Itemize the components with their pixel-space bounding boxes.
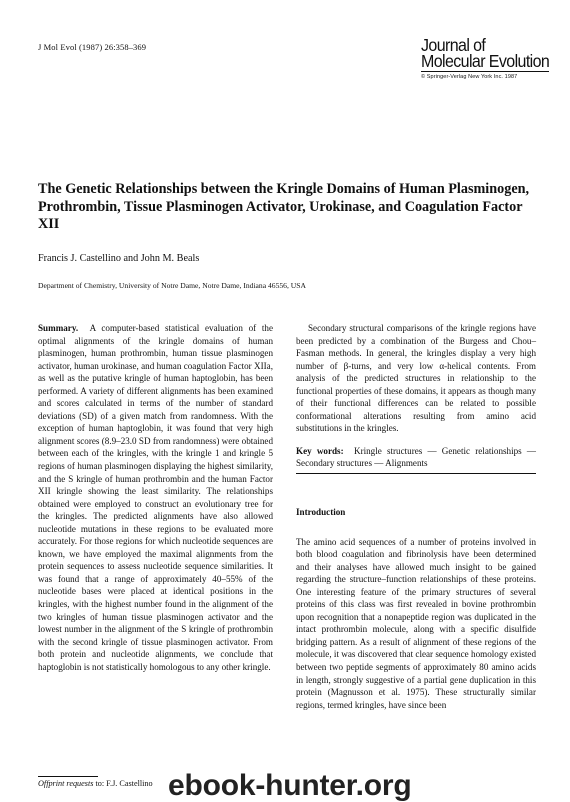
introduction-heading: Introduction <box>296 507 346 518</box>
keywords-divider <box>296 473 536 474</box>
keywords-paragraph <box>296 445 536 470</box>
article-title: The Genetic Relationships between the Kringle Domains of Human Plasminogen, Prothrombin, Tissue Plasminogen Activator, Urokinase, and Coagulation Factor XII <box>38 181 530 232</box>
author-affiliation: Department of Chemistry, University of Notre Dame, Notre Dame, Indiana 46556, USA <box>38 281 306 290</box>
summary-paragraph <box>38 322 273 673</box>
keywords-label: Key words: <box>296 445 344 456</box>
journal-name-line1: Journal of <box>421 36 486 56</box>
secondary-structure-paragraph: Secondary structural comparisons of the kringle regions have been predicted by a combination of the Burgess and Chou–Fasman methods. In general, the kringles display a very high number of β-turns, and very low α-helical contents. From analysis of the predicted structures in relationship to the functional properties of these domains, it appears as though many of their functional differences can be related to possible conformational alterations resulting from amino acid substitutions in the kringles. <box>296 323 536 434</box>
footnote-label: Offprint requests <box>38 779 94 788</box>
footnote-divider <box>38 776 98 777</box>
summary-text: A computer-based statistical evaluation of the optimal alignments of the kringle domains of human plasminogen, human prothrombin, human tissue plasminogen activator, human urokinase, and human coagulation Factor XIIa, as well as the putative kringle of human haptoglobin, has been performed. A variety of different alignments has been examined and scores calculated in terms of the number of standard deviations (SD) of a given match from randomness. With the exception of human haptoglobin, it was found that very high alignment scores (8.9–23.0 SD from randomness) were obtained between each of the kringles, with the kringle 1 and kringle 5 regions of human plasminogen displaying the highest similarity, and the S kringle of human prothrombin and the human Factor XII kringle showing the least similarity. The relationships obtained were employed to construct an evolutionary tree for the kringles. The predicted alignments have also allowed nucleotide mutations in these regions to be evaluated more accurately. For those regions for which nucleotide sequences are known, we have employed the maximal alignments from the protein sequences to assess nucleotide sequence similarities. It was found that a range of approximately 40–55% of the nucleotide bases were placed at identical positions in the kringles, with the highest number found in the alignment of the two kringles of human tissue plasminogen activator and the lowest number in the alignment of the S kringle of prothrombin with the second kringle of tissue plasminogen activator. From both protein and nucleotide alignments, we conclude that haptoglobin is not statistically homologous to any other kringle. <box>38 323 274 672</box>
right-column <box>296 322 536 711</box>
left-column <box>38 322 273 673</box>
footnote-text: to: F.J. Castellino <box>95 779 153 788</box>
journal-citation: J Mol Evol (1987) 26:358–369 <box>38 42 147 52</box>
publisher-copyright: © Springer-Verlag New York Inc. 1987 <box>421 74 518 80</box>
offprint-footnote <box>38 779 153 788</box>
summary-label: Summary. <box>38 323 79 333</box>
article-authors: Francis J. Castellino and John M. Beals <box>38 253 200 264</box>
introduction-paragraph: The amino acid sequences of a number of proteins involved in both blood coagulation and fibrinolysis have been determined and their analyses have allowed much insight to be gained regarding the structure–function relationships of these proteins. One interesting feature of the primary structures of several proteins of this class was first revealed in bovine prothrombin upon recognition that a nonapeptide region was duplicated in the intact prothrombin molecule, along with a specific disulfide bridging pattern. As a result of alignment of these regions of the molecule, it was discovered that clear sequence homology existed between two peptide segments of approximately 80 amino acids in length, strongly suggestive of a partial gene duplication in this protein (Magnusson et al. 1975). These structurally similar regions, termed kringles, have since been <box>296 536 536 710</box>
journal-logo <box>421 38 551 80</box>
watermark-logo: ebook-hunter.org <box>160 770 419 802</box>
keywords-text: Kringle structures — Genetic relationships — Secondary structures — Alignments <box>296 445 536 469</box>
journal-name-line2: Molecular Evolution <box>421 52 550 72</box>
